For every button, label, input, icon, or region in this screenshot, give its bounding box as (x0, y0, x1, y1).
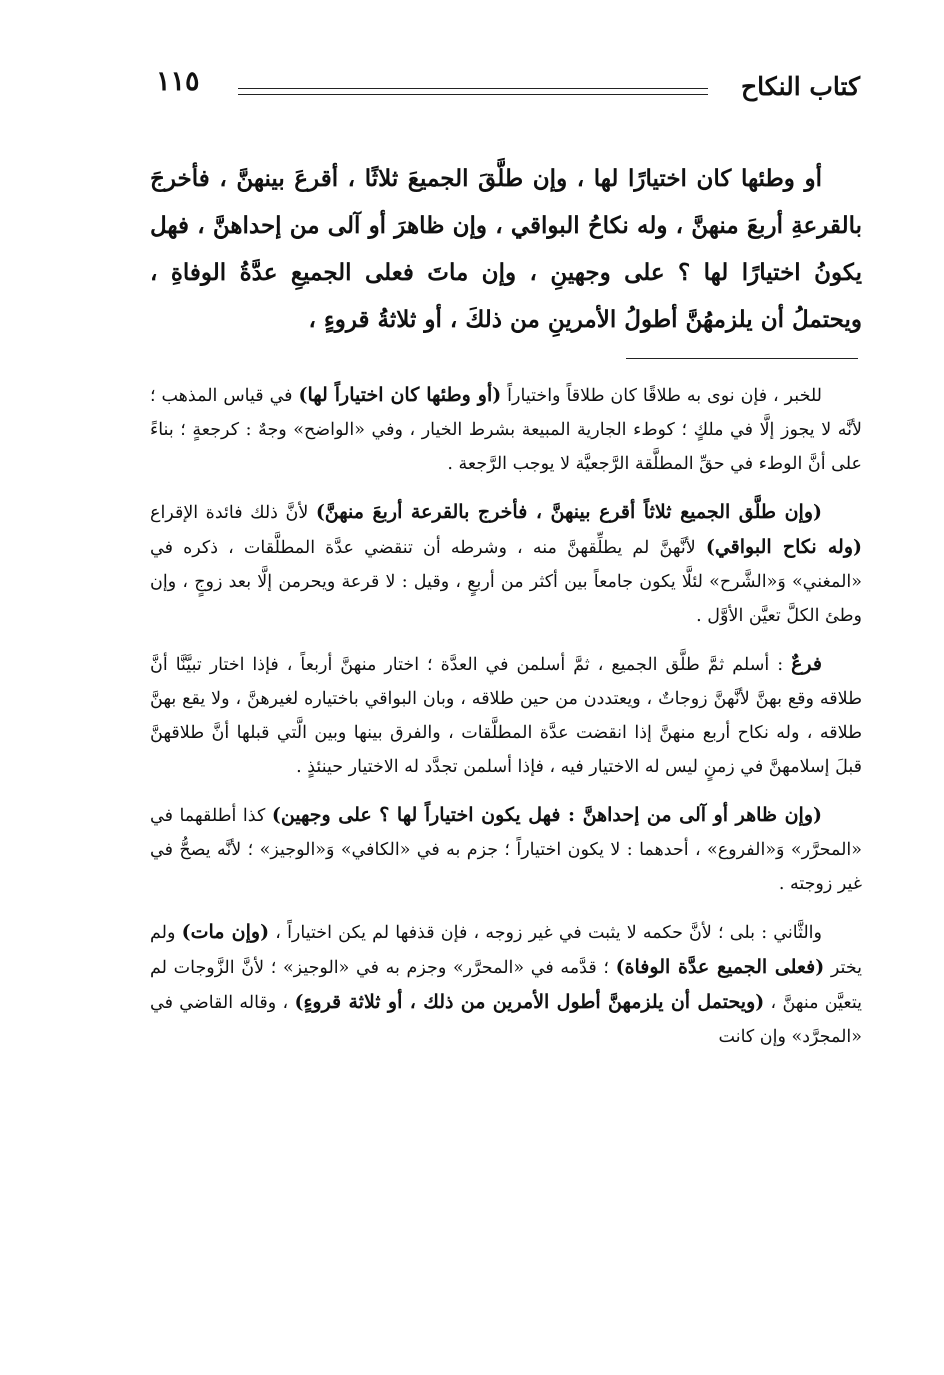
commentary-paragraph-5 (150, 915, 862, 1054)
main-text: أو وطئها كان اختيارًا لها ، وإن طلَّقَ الجميعَ ثلاثًا ، أقرعَ بينهنَّ ، فأخرجَ بالقرعةِ أربعَ منهنَّ ، وله نكاحُ البواقي ، وإن ظاهرَ أو آلى من إحداهنَّ ، فهل يكونُ اختيارًا لها ؟ على وجهينِ ، وإن ماتَ فعلى الجميعِ عدَّةُ الوفاةِ ، ويحتملُ أن يلزمهُنَّ أطولُ الأمرينِ من ذلكَ ، أو ثلاثةُ قروءٍ ، (150, 165, 862, 333)
header-rule (238, 88, 708, 95)
running-title: كتاب النكاح (741, 72, 860, 101)
commentary-text: لأنَّ ذلك فائدة الإقراع (150, 503, 316, 523)
commentary-text: والثَّاني : بلى ؛ لأنَّ حكمه لا يثبت في غير زوجه ، فإن قذفها لم يكن اختياراً ، (269, 923, 822, 943)
commentary-text: ولم يختر (150, 923, 862, 978)
quoted-matn: (وإن طلَّق الجميع ثلاثاً أقرع بينهنَّ ، فأخرج بالقرعة أربعَ منهنَّ) (315, 501, 822, 523)
commentary-text: لأنَّهنَّ لم يطلِّقهنَّ منه ، وشرطه أن تنقضي عدَّة المطلَّقات ، ذكره في «المغني» وَ«الشَّرح» لئلَّا يكون جامعاً بين أكثر من أربعٍ ، وقيل : لا قرعة ويحرمن إلَّا بعد زوجٍ ، وإن وطئ الكلَّ تعيَّن الأوَّل . (150, 538, 862, 626)
commentary-text: كذا أطلقهما في «المحرَّر» وَ«الفروع» ، أحدهما : لا يكون اختياراً ؛ جزم به في «الكافي» وَ«الوجيز» ؛ لأنَّه يصحُّ في غير زوجته . (150, 806, 862, 894)
commentary-text: في قياس المذهب ؛ لأنَّه لا يجوز إلَّا في ملكٍ ؛ كوطء الجارية المبيعة بشرط الخيار ، وفي «الواضح» وجهٌ : كرجعةٍ ؛ بناءً على أنَّ الوطء في حقِّ المطلَّقة الرَّجعيَّة لا يوجب الرَّجعة . (150, 386, 862, 474)
commentary-paragraph-2 (150, 495, 862, 633)
footnote-separator (626, 358, 858, 359)
quoted-matn: (ويحتمل أن يلزمهنَّ أطول الأمرين من ذلك ، أو ثلاثة قروءٍ) (294, 991, 765, 1013)
commentary-paragraph-1 (150, 378, 862, 481)
commentary (150, 378, 862, 1068)
quoted-matn: (وله نكاح البواقي) (705, 536, 862, 558)
commentary-text: للخبر ، فإن نوى به طلاقًا كان طلاقاً واختياراً (501, 386, 822, 406)
commentary-paragraph-4 (150, 798, 862, 901)
quoted-matn: (وإن ظاهر أو آلى من إحداهنَّ : فهل يكون اختياراً لها ؟ على وجهين) (271, 804, 822, 826)
subsection-label: فرعٌ (791, 653, 822, 675)
commentary-text: ؛ قدَّمه في «المحرَّر» وجزم به في «الوجيز» ؛ لأنَّ الزَّوجات لم يتعيَّن منهنَّ ، (150, 958, 862, 1013)
commentary-text: ، وقاله القاضي في «المجرَّد» وإن كانت (150, 993, 862, 1047)
quoted-matn: (فعلى الجميع عدَّة الوفاة) (615, 956, 825, 978)
page-header (150, 62, 860, 112)
page-number: ١١٥ (156, 66, 200, 97)
commentary-text: : أسلم ثمَّ طلَّق الجميع ، ثمَّ أسلمن في العدَّة ؛ اختار منهنَّ أربعاً ، فإذا اختار تبيَّنَّا أنَّ طلاقه وقع بهنَّ لأنَّهنَّ زوجاتٌ ، ويعتددن من حين طلاقه ، وبان البواقي باختياره لغيرهنَّ ، ولا يقع بهنَّ طلاقه ، وله نكاح أربع منهنَّ إذا انقضت عدَّة المطلَّقات ، والفرق بينها وبين الَّتي قبلها أنَّ طلاقهنَّ قبلَ إسلامهنَّ في زمنٍ ليس له الاختيار فيه ، فإذا أسلمن تجدَّد له الاختيار حينئذٍ . (150, 655, 862, 777)
quoted-matn: (وإن مات) (181, 921, 270, 943)
quoted-matn: (أو وطئها كان اختياراً لها) (298, 384, 502, 406)
commentary-paragraph-3 (150, 647, 862, 784)
